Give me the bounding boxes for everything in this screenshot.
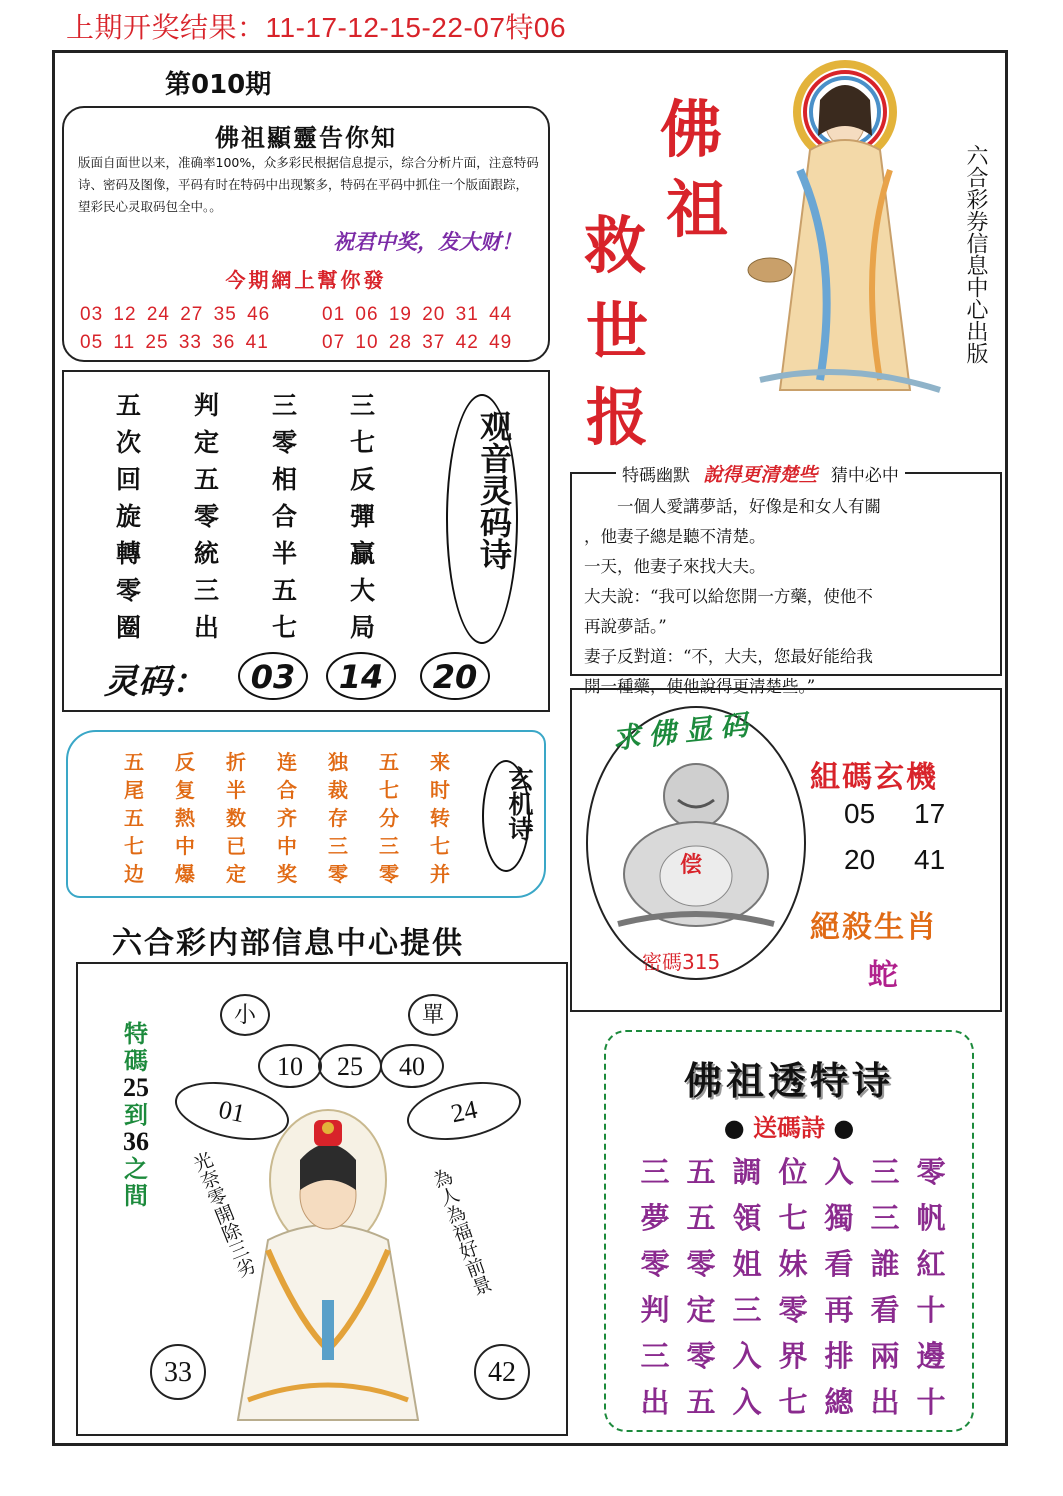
poem-char: 中: [175, 834, 195, 858]
bodhisattva-image: [740, 60, 950, 410]
poem-char: 七: [430, 834, 450, 858]
poem-char: 分: [379, 806, 399, 830]
poem-char: 奖: [277, 862, 297, 886]
poem-char: 连: [277, 750, 297, 774]
publisher: 六合彩券信息中心出版: [963, 144, 988, 364]
notice-box: [62, 106, 550, 362]
poem-char: 次: [116, 428, 142, 457]
guanyin-title: 观音灵码诗: [475, 410, 513, 570]
joke-head-left: 特碼幽默: [622, 466, 690, 486]
guanyin-poem-grid: [116, 386, 428, 645]
poem-char: 邊: [916, 1339, 946, 1373]
poem-char: 帆: [916, 1201, 946, 1235]
poem-char: 調: [732, 1155, 762, 1189]
poem-char: 再: [824, 1293, 854, 1327]
poem-char: 入: [732, 1339, 762, 1373]
poem-char: 零: [379, 862, 399, 886]
title-char: 世: [586, 295, 649, 368]
poem-char: 紅: [916, 1247, 946, 1281]
poem-char: 零: [686, 1339, 716, 1373]
poem-char: 七: [124, 834, 144, 858]
poem-char: 七: [379, 778, 399, 802]
poem-char: 熱: [175, 806, 195, 830]
poem-char: 大: [350, 576, 376, 605]
title-char: 报: [586, 381, 649, 454]
poem-char: 三: [194, 576, 220, 605]
poem-char: 圈: [116, 613, 142, 642]
tema-label-char: 之: [124, 1154, 148, 1183]
tema-label-char: 特: [124, 1019, 148, 1048]
te-poem-box: [604, 1030, 974, 1432]
poem-char: 五: [686, 1385, 716, 1419]
poem-char: 五: [124, 750, 144, 774]
lingma-number: 20: [420, 652, 490, 700]
te-poem-grid: [632, 1150, 954, 1426]
poem-char: 三: [640, 1339, 670, 1373]
notice-body: 版面自面世以来，准确率100%，众多彩民根据信息提示，综合分析片面，注意特码诗、密码及图像，平码有时在特码中出现繁多，特码在平码中抓住一个版面跟踪，望彩民心灵取码包全中。。: [78, 155, 539, 214]
poem-char: 十: [916, 1293, 946, 1327]
poem-char: 零: [686, 1247, 716, 1281]
guanyin-poem-box: [62, 370, 550, 712]
tema-label-char: 25: [123, 1073, 149, 1102]
numbers-row1-left: 03 12 24 27 35 46: [80, 304, 271, 325]
numbers-row1-right: 01 06 19 20 31 44: [322, 304, 513, 325]
poem-char: 三: [732, 1293, 762, 1327]
poem-char: 折: [226, 750, 246, 774]
poem-char: 复: [175, 778, 195, 802]
left-verse: 光奈零開除三劣: [187, 1149, 259, 1281]
poem-char: 七: [272, 613, 298, 642]
title-char: 救: [584, 209, 647, 282]
xuanji-poem-box: [66, 730, 546, 898]
poem-char: 五: [116, 391, 142, 420]
notice-title: 佛祖顯靈告你知: [215, 123, 397, 152]
poem-char: 转: [430, 806, 450, 830]
xuanji-title: 玄机诗: [505, 766, 534, 841]
jueshao-title: 絕殺生肖: [810, 910, 938, 945]
zuma-number: 05: [844, 798, 876, 829]
guanyin-title-oval: [446, 394, 518, 644]
poem-char: 五: [124, 806, 144, 830]
numbers-row2-left: 05 11 25 33 36 41: [80, 332, 269, 353]
joke-head-title: 說得更清楚些: [703, 464, 818, 486]
zuma-number: 20: [844, 844, 876, 875]
poem-char: 兩: [870, 1339, 900, 1373]
poem-char: 位: [778, 1155, 808, 1189]
tema-label-char: 36: [123, 1127, 149, 1156]
joke-line: 再說夢話。”: [584, 617, 667, 636]
poem-char: 定: [686, 1293, 716, 1327]
poem-char: 中: [277, 834, 297, 858]
poem-char: 贏: [350, 539, 376, 568]
tema-label-char: 到: [124, 1100, 148, 1129]
tema-label-char: 間: [124, 1181, 148, 1210]
provider-line: 六合彩内部信息中心提供: [112, 926, 464, 961]
laughing-buddha-image: [608, 754, 784, 934]
poem-char: 定: [194, 428, 220, 457]
poem-char: 旋: [116, 502, 142, 531]
poem-char: 彈: [350, 502, 376, 531]
poem-char: 相: [272, 465, 298, 494]
buddha-seal: 偿: [680, 853, 703, 878]
poem-char: 零: [116, 576, 142, 605]
poem-char: 时: [430, 778, 450, 802]
poem-char: 獨: [824, 1201, 854, 1235]
poem-char: 数: [226, 806, 246, 830]
slogan: 祝君中奖，发大财！: [333, 229, 522, 254]
te-poem-subtitle: [606, 1108, 972, 1143]
zuma-title: 組碼玄機: [810, 760, 938, 795]
poem-char: 三: [350, 391, 376, 420]
title-char: 佛: [660, 93, 723, 166]
mima: 密碼315: [642, 950, 721, 974]
poem-char: 入: [732, 1385, 762, 1419]
poem-char: 定: [226, 862, 246, 886]
poem-char: 零: [272, 428, 298, 457]
te-poem-subtitle-text: 送碼詩: [753, 1114, 825, 1142]
poem-char: 三: [870, 1201, 900, 1235]
poem-char: 半: [226, 778, 246, 802]
issue-number: 第010期: [165, 70, 272, 100]
numbers-row2-right: 07 10 28 37 42 49: [322, 332, 513, 353]
poem-char: 齐: [277, 806, 297, 830]
poem-char: 三: [870, 1155, 900, 1189]
poem-char: 五: [272, 576, 298, 605]
zuma-number: 41: [914, 844, 946, 875]
poem-char: 十: [916, 1385, 946, 1419]
poem-char: 局: [350, 613, 376, 642]
joke-head-right: 猜中必中: [830, 466, 899, 486]
poem-char: 反: [350, 465, 376, 494]
poem-char: 零: [916, 1155, 946, 1189]
single-label: 單: [408, 994, 458, 1036]
joke-line: 開一種藥，使他說得更清楚些。”: [584, 677, 816, 696]
poem-char: 独: [328, 750, 348, 774]
joke-line: 大夫說：“我可以給您開一方藥，使他不: [584, 587, 873, 606]
joke-line: 一個人愛講夢話，好像是和女人有關: [617, 497, 881, 516]
poem-char: 判: [640, 1293, 670, 1327]
poem-char: 零: [778, 1293, 808, 1327]
poem-char: 已: [226, 834, 246, 858]
poem-char: 排: [824, 1339, 854, 1373]
joke-line: 一天，他妻子來找大夫。: [584, 557, 766, 576]
right-verse: 為人為福好前景: [427, 1165, 495, 1299]
number-oval: 10: [258, 1044, 322, 1088]
zuma-number: 17: [914, 798, 946, 829]
poem-char: 入: [824, 1155, 854, 1189]
poem-char: 合: [272, 502, 298, 531]
buddha-arc-title: 求佛显码: [610, 707, 758, 756]
last-draw-result: 上期开奖结果：11-17-12-15-22-07特06: [66, 12, 567, 43]
poem-char: 三: [379, 834, 399, 858]
buddha-box: [570, 688, 1002, 1012]
poem-char: 回: [116, 465, 142, 494]
poem-char: 并: [430, 862, 450, 886]
poem-char: 反: [175, 750, 195, 774]
poem-char: 領: [732, 1201, 762, 1235]
poem-char: 界: [778, 1339, 808, 1373]
poem-char: 爆: [175, 862, 195, 886]
poem-char: 夢: [640, 1201, 670, 1235]
poem-char: 三: [640, 1155, 670, 1189]
poem-char: 五: [686, 1201, 716, 1235]
poem-char: 七: [778, 1385, 808, 1419]
number-oval: 25: [318, 1044, 382, 1088]
tema-range-label: [116, 1020, 156, 1209]
poem-char: 五: [686, 1155, 716, 1189]
poem-char: 五: [379, 750, 399, 774]
poem-char: 来: [430, 750, 450, 774]
bullet-icon: ●: [723, 1114, 745, 1142]
poem-char: 零: [328, 862, 348, 886]
bullet-icon: ●: [833, 1114, 855, 1142]
jueshao-zodiac: 蛇: [868, 958, 898, 993]
poem-char: 裁: [328, 778, 348, 802]
tema-label-char: 碼: [124, 1046, 148, 1075]
xuanji-poem-grid: [124, 746, 481, 886]
joke-line: 妻子反對道：“不，大夫，您最好能给我: [584, 647, 873, 666]
joke-box: [570, 464, 1002, 696]
poem-char: 边: [124, 862, 144, 886]
number-oval: 24: [402, 1073, 527, 1150]
number-oval: 40: [380, 1044, 444, 1088]
number-oval: 01: [170, 1073, 295, 1150]
poem-char: 統: [194, 539, 220, 568]
poem-char: 轉: [116, 539, 142, 568]
poem-char: 姐: [732, 1247, 762, 1281]
small-label: 小: [220, 994, 270, 1036]
poem-char: 合: [277, 778, 297, 802]
guanyin-figure-box: [76, 962, 568, 1436]
poem-char: 判: [194, 391, 220, 420]
poem-char: 出: [194, 613, 220, 642]
poem-char: 出: [870, 1385, 900, 1419]
joke-line: ，他妻子總是聽不清楚。: [584, 527, 766, 546]
guanyin-figure-image: [228, 1100, 428, 1430]
lingma-number: 03: [238, 652, 308, 700]
lingma-number: 14: [326, 652, 396, 700]
poem-char: 零: [194, 502, 220, 531]
te-poem-title: 佛祖透特诗: [683, 1058, 894, 1103]
bottom-right-number: 42: [474, 1344, 530, 1400]
poem-char: 五: [194, 465, 220, 494]
poem-char: 半: [272, 539, 298, 568]
poem-char: 妹: [778, 1247, 808, 1281]
poem-char: 出: [640, 1385, 670, 1419]
poem-char: 總: [824, 1385, 854, 1419]
poem-char: 看: [870, 1293, 900, 1327]
joke-header: [616, 460, 905, 487]
xuanji-title-oval: [482, 760, 534, 872]
poem-char: 尾: [124, 778, 144, 802]
bottom-left-number: 33: [150, 1344, 206, 1400]
title-char: 祖: [666, 173, 729, 246]
numbers-subtitle: 今期網上幫你發: [225, 268, 387, 292]
lingma-label: 灵码：: [104, 662, 206, 702]
poem-char: 零: [640, 1247, 670, 1281]
poem-char: 七: [778, 1201, 808, 1235]
poem-char: 存: [328, 806, 348, 830]
poem-char: 七: [350, 428, 376, 457]
poem-char: 誰: [870, 1247, 900, 1281]
poem-char: 看: [824, 1247, 854, 1281]
poem-char: 三: [272, 391, 298, 420]
joke-body: [584, 492, 990, 702]
poem-char: 三: [328, 834, 348, 858]
